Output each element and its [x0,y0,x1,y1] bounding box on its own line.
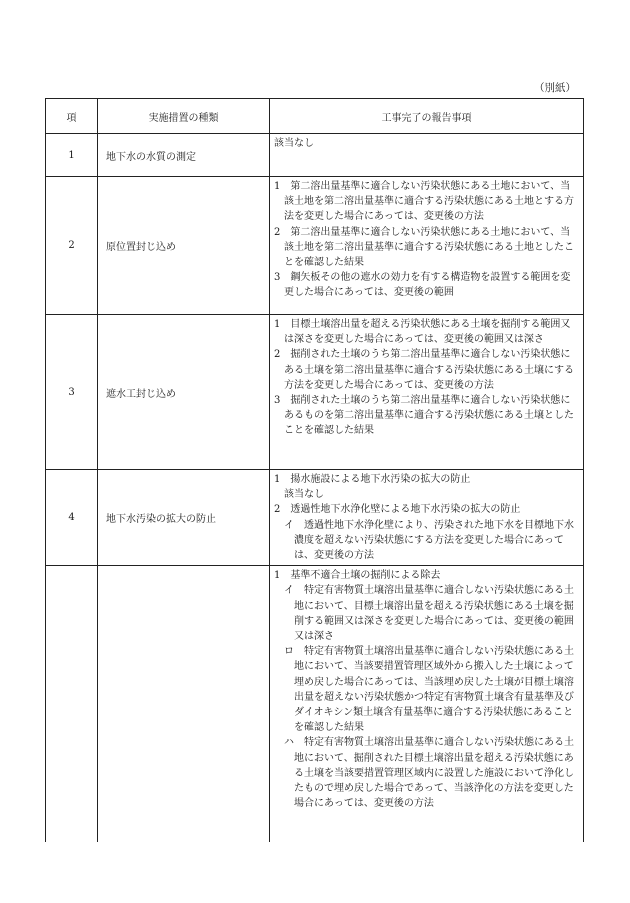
table-row [46,134,584,177]
report-item: 2 掘削された土壌のうち第二溶出量基準に適合しない汚染状態にある土壌を第二溶出量基準に適合する汚染状態にある土壌にする方法を変更した場合にあっては、変更後の方法 [274,349,574,391]
header-row [46,99,584,134]
table-row [46,177,584,315]
report-table [45,98,584,842]
row-number: 1 [46,134,98,177]
row-number [46,566,98,843]
report-items [270,566,584,843]
report-item: 2 透過性地下水浄化壁による地下水汚染の拡大の防止 [274,504,521,516]
report-item: 該当なし [284,489,324,501]
report-items [270,315,584,470]
appendix-label: （別紙） [534,82,576,94]
header-measure-type: 実施措置の種類 [98,99,270,134]
table-row [46,566,584,843]
header-number: 項 [46,99,98,134]
report-item: 1 揚水施設による地下水汚染の拡大の防止 [274,474,471,485]
report-item: 2 第二溶出量基準に適合しない汚染状態にある土地において、当該土地を第二溶出量基準に適合する汚染状態にある土地としたことを確認した結果 [274,226,574,269]
measure-type: 地下水汚染の拡大の防止 [98,470,270,566]
report-item: ハ 特定有害物質土壌溶出量基準に適合しない汚染状態にある土地において、掘削された目標土壌溶出量を超える汚染状態にある土壌を当該要措置管理区域内に設置した施設において浄化したもので埋め戻した場合であって、当該浄化の方法を変更した場合にあっては、変更後の方法 [284,737,574,810]
row-number: 3 [46,315,98,470]
report-items [270,177,584,315]
row-number: 2 [46,177,98,315]
measure-type: 地下水の水質の測定 [98,134,270,177]
report-item: 3 掘削された土壌のうち第二溶出量基準に適合しない汚染状態にあるものを第二溶出量基準に適合する汚染状態にある土壌としたことを確認した結果 [274,395,574,437]
table-row [46,315,584,470]
report-item: イ 透過性地下水浄化壁により、汚染された地下水を目標地下水濃度を超えない汚染状態にする方法を変更した場合にあっては、変更後の方法 [284,519,574,562]
measure-type: 原位置封じ込め [98,177,270,315]
report-item: ロ 特定有害物質土壌溶出量基準に適合しない汚染状態にある土地において、当該要措置管理区域外から搬入した土壌によって埋め戻した場合にあっては、当該埋め戻した土壌が目標土壌溶出量を超えない汚染状態かつ特定有害物質土壌含有量基準及びダイオキシン類土壌含有量基準に適合する汚染状態にあることを確認した結果 [284,646,574,734]
report-item: イ 特定有害物質土壌溶出量基準に適合しない汚染状態にある土地において、目標土壌溶出量を超える汚染状態にある土壌を掘削する範囲又は深さを変更した場合にあっては、変更後の範囲又は深さ [284,585,574,643]
measure-type: 遮水工封じ込め [98,315,270,470]
header-report-items: 工事完了の報告事項 [270,99,584,134]
report-item: 1 目標土壌溶出量を超える汚染状態にある土壌を掘削する範囲又は深さを変更した場合にあっては、変更後の範囲又は深さ [274,319,571,346]
measure-type [98,566,270,843]
report-item: 該当なし [274,138,314,149]
report-item: 1 基準不適合土壌の掘削による除去 [274,570,441,582]
row-number: 4 [46,470,98,566]
report-item: 3 鋼矢板その他の遮水の効力を有する構造物を設置する範囲を変更した場合にあっては、変更後の範囲 [274,272,571,299]
report-items [270,470,584,566]
table-row [46,470,584,566]
report-item: 1 第二溶出量基準に適合しない汚染状態にある土地において、当該土地を第二溶出量基準に適合する汚染状態にある土地とする方法を変更した場合にあっては、変更後の方法 [274,181,574,223]
report-items [270,134,584,177]
